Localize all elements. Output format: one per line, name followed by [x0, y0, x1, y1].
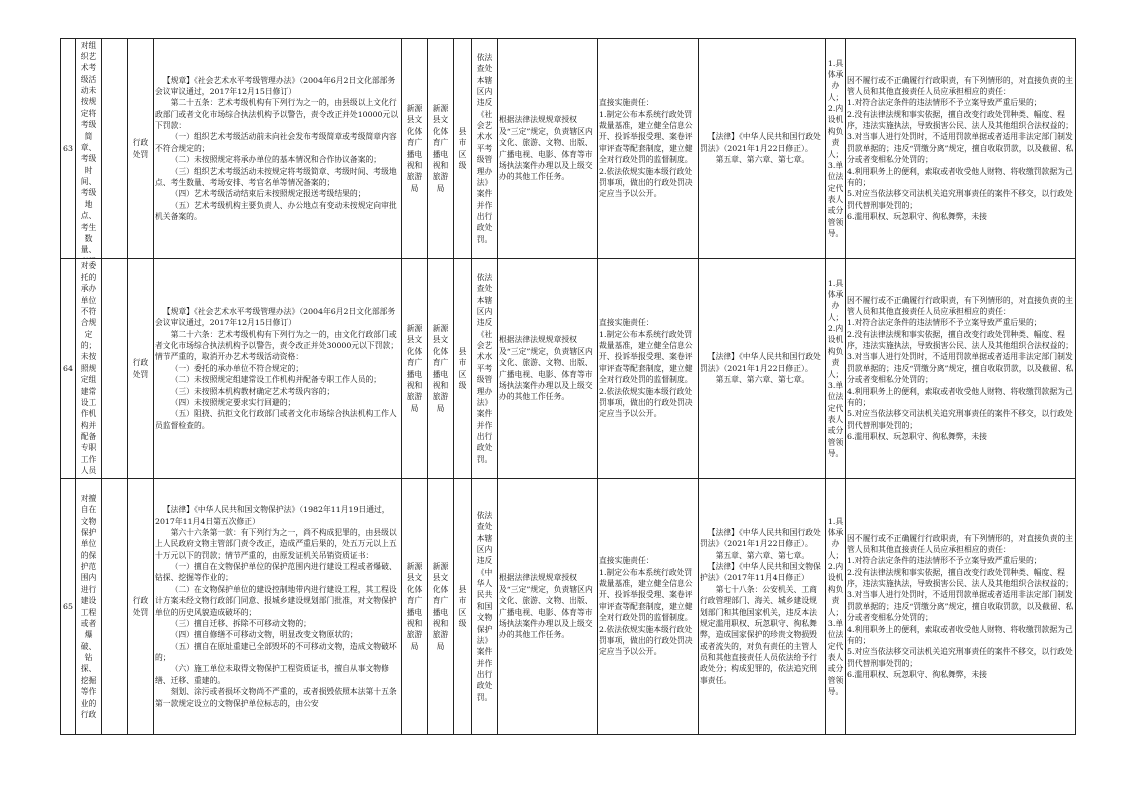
- item-name: 对擅自在文物保护单位的保护范围内进行建设工程或者爆破、钻探、挖掘等作业的行政: [76, 479, 102, 735]
- duty-division: 根据法律法规规章授权及“三定”规定，负责辖区内文化、旅游、文物、出版、广播电视、电影、体育等市场执法案件办理以及上级交办的其他工作任务。: [498, 479, 598, 735]
- implementing-level: 县市区级: [454, 259, 472, 479]
- power-content: 依法查处本辖区内违反《中华人民共和国文物保护法》案件并作出行政处罚。: [472, 479, 498, 735]
- implementing-level: 县市区级: [454, 39, 472, 259]
- item-name: 对组织艺术考级活动未按规定将考级简章、考级时间、考级地点、考生数量、: [76, 39, 102, 259]
- sub-item-cell: [102, 39, 128, 259]
- accountability-basis: 【法律】《中华人民共和国行政处罚法》（2021年1月22日修正）。 第五章、第六章、第七章。: [699, 39, 826, 259]
- power-content: 依法查处本辖区内违反《社会艺术水平考级管理办法》案件并作出行政处罚。: [472, 259, 498, 479]
- table-row: [61, 259, 1076, 479]
- duty-division: 根据法律法规规章授权及“三定”规定，负责辖区内文化、旅游、文物、出版、广播电视、电影、体育等市场执法案件办理以及上级交办的其他工作任务。: [498, 39, 598, 259]
- power-type: 行政处罚: [128, 479, 154, 735]
- power-list-table: [60, 38, 1076, 735]
- legal-basis: 【规章】《社会艺术水平考级管理办法》（2004年6月2日文化部部务会议审议通过，2017年12月15日修订） 第二十五条：艺术考级机构有下列行为之一的，由县级以上文化行政部门或者文化市场综合执法机构予以警告，责令改正并处10000元以下罚款： （一）组织艺术考级活动前未向社会发布考级简章或考级简章内容不符合规定的； （二）未按照规定将承办单位的基本情况和合作协议备案的； （三）组织艺术考级活动未按规定将考级简章、考级时间、考级地点、考生数量、考场安排、考官名单等情况备案的； （四）艺术考级活动结束后未按照规定报送考级结果的； （五）艺术考级机构主要负责人、办公地点有变动未按规定向审批机关备案的。: [154, 39, 402, 259]
- responsibility-items: 直接实施责任： 1.制定公布本系统行政处罚裁量基准，建立健全信息公开、投诉举报受理、案卷评审评查等配套制度，建立健全对行政处罚的监督制度。 2.依法依规实施本级行政处罚事项，做出的行政处罚决定应当予以公开。: [598, 39, 699, 259]
- item-number: 63: [61, 39, 76, 259]
- responsibility-items: 直接实施责任： 1.制定公布本系统行政处罚裁量基准，建立健全信息公开、投诉举报受理、案卷评审评查等配套制度，建立健全对行政处罚的监督制度。 2.依法依规实施本级行政处罚事项，做出的行政处罚决定应当予以公开。: [598, 259, 699, 479]
- sub-item-cell: [102, 479, 128, 735]
- item-number: 64: [61, 259, 76, 479]
- accountability-situations: 因不履行或不正确履行行政职责，有下列情形的，对直接负责的主管人员和其他直接责任人员应承担相应的责任： 1.对符合法定条件的违法情形不予立案导致严重后果的； 2.没有法律法规和事实依据，擅自改变行政处罚种类、幅度、程序，违法实施执法，导致损害公民、法人及其他组织合法权益的； 3.对当事人进行处罚时，不适用罚款单据或者适用非法定部门制发罚款单据的；违反“罚缴分离”规定，擅自收取罚款，以及截留、私分或者变相私分处罚的； 4.利用职务上的便利，索取或者收受他人财物、将收缴罚款据为己有的； 5.对应当依法移交司法机关追究刑事责任的案件不移交，以行政处罚代替刑事处罚的； 6.滥用职权、玩忽职守、徇私舞弊，未接: [846, 259, 1076, 479]
- item-name: 对委托的承办单位不符合规定的；未按照规定组建常设工作机构并配备专职工作人员: [76, 259, 102, 479]
- implementing-department: 新源县文化体育广播电视和旅游局: [402, 39, 428, 259]
- power-type: 行政处罚: [128, 39, 154, 259]
- responsible-subject: 1.具体承办人；2.内设机构负责人；3.单位法定代表人或分管领导。: [826, 259, 846, 479]
- duty-division: 根据法律法规规章授权及“三定”规定，负责辖区内文化、旅游、文物、出版、广播电视、电影、体育等市场执法案件办理以及上级交办的其他工作任务。: [498, 259, 598, 479]
- implementing-department: 新源县文化体育广播电视和旅游局: [402, 259, 428, 479]
- responsible-department: 新源县文化体育广播电视和旅游局: [428, 39, 454, 259]
- accountability-basis: 【法律】《中华人民共和国行政处罚法》（2021年1月22日修正）。 第五章、第六章、第七章。 【法律】《中华人民共和国文物保护法》（2017年11月4日修正） 第七十八条：公安机关、工商行政管理部门、海关、城乡建设规划部门和其他国家机关，违反本法规定滥用职权、玩忽职守、徇私舞弊，造成国家保护的珍贵文物损毁或者流失的，对负有责任的主管人员和其他直接责任人员依法给予行政处分；构成犯罪的，依法追究刑事责任。: [699, 479, 826, 735]
- implementing-level: 县市区级: [454, 479, 472, 735]
- item-number: 65: [61, 479, 76, 735]
- table-row: [61, 39, 1076, 259]
- implementing-department: 新源县文化体育广播电视和旅游局: [402, 479, 428, 735]
- legal-basis: 【规章】《社会艺术水平考级管理办法》（2004年6月2日文化部部务会议审议通过，2017年12月15日修订） 第二十六条：艺术考级机构有下列行为之一的，由文化行政部门或者文化市场综合执法机构予以警告，责令改正并处30000元以下罚款；情节严重的，取消开办艺术考级活动资格： （一）委托的承办单位不符合规定的； （二）未按照规定组建常设工作机构并配备专职工作人员的； （三）未按照本机构教材确定艺术考级内容的； （四）未按照规定要求实行回避的； （五）阻挠、抗拒文化行政部门或者文化市场综合执法机构工作人员监督检查的。: [154, 259, 402, 479]
- table-row: [61, 479, 1076, 735]
- responsible-subject: 1.具体承办人；2.内设机构负责人；3.单位法定代表人或分管领导。: [826, 479, 846, 735]
- power-type: 行政处罚: [128, 259, 154, 479]
- accountability-basis: 【法律】《中华人民共和国行政处罚法》（2021年1月22日修正）。 第五章、第六章、第七章。: [699, 259, 826, 479]
- responsible-department: 新源县文化体育广播电视和旅游局: [428, 479, 454, 735]
- power-content: 依法查处本辖区内违反《社会艺术水平考级管理办法》案件并作出行政处罚。: [472, 39, 498, 259]
- accountability-situations: 因不履行或不正确履行行政职责，有下列情形的，对直接负责的主管人员和其他直接责任人员应承担相应的责任： 1.对符合法定条件的违法情形不予立案导致严重后果的； 2.没有法律法规和事实依据，擅自改变行政处罚种类、幅度、程序，违法实施执法，导致损害公民、法人及其他组织合法权益的； 3.对当事人进行处罚时，不适用罚款单据或者适用非法定部门制发罚款单据的；违反“罚缴分离”规定，擅自收取罚款，以及截留、私分或者变相私分处罚的； 4.利用职务上的便利，索取或者收受他人财物、将收缴罚款据为己有的； 5.对应当依法移交司法机关追究刑事责任的案件不移交，以行政处罚代替刑事处罚的； 6.滥用职权、玩忽职守、徇私舞弊，未接: [846, 39, 1076, 259]
- sub-item-cell: [102, 259, 128, 479]
- responsibility-items: 直接实施责任： 1.制定公布本系统行政处罚裁量基准，建立健全信息公开、投诉举报受理、案卷评审评查等配套制度，建立健全对行政处罚的监督制度。 2.依法依规实施本级行政处罚事项，做出的行政处罚决定应当予以公开。: [598, 479, 699, 735]
- responsible-department: 新源县文化体育广播电视和旅游局: [428, 259, 454, 479]
- legal-basis: 【法律】《中华人民共和国文物保护法》（1982年11月19日通过，2017年11月4日第五次修正） 第六十六条第一款：有下列行为之一，尚不构成犯罪的，由县级以上人民政府文物主管部门责令改正，造成严重后果的，处五万元以上五十万元以下的罚款；情节严重的，由原发证机关吊销资质证书： （一）擅自在文物保护单位的保护范围内进行建设工程或者爆破、钻探、挖掘等作业的； （二）在文物保护单位的建设控制地带内进行建设工程，其工程设计方案未经文物行政部门同意、报城乡建设规划部门批准，对文物保护单位的历史风貌造成破坏的； （三）擅自迁移、拆除不可移动文物的； （四）擅自修缮不可移动文物，明显改变文物原状的； （五）擅自在原址重建已全部毁坏的不可移动文物，造成文物破坏的； （六）施工单位未取得文物保护工程资质证书，擅自从事文物修缮、迁移、重建的。 刻划、涂污或者损坏文物尚不严重的，或者损毁依照本法第十五条第一款规定设立的文物保护单位标志的，由公安: [154, 479, 402, 735]
- accountability-situations: 因不履行或不正确履行行政职责，有下列情形的，对直接负责的主管人员和其他直接责任人员应承担相应的责任： 1.对符合法定条件的违法情形不予立案导致严重后果的； 2.没有法律法规和事实依据，擅自改变行政处罚种类、幅度、程序，违法实施执法，导致损害公民、法人及其他组织合法权益的； 3.对当事人进行处罚时，不适用罚款单据或者适用非法定部门制发罚款单据的；违反“罚缴分离”规定，擅自收取罚款，以及截留、私分或者变相私分处罚的； 4.利用职务上的便利，索取或者收受他人财物、将收缴罚款据为己有的； 5.对应当依法移交司法机关追究刑事责任的案件不移交，以行政处罚代替刑事处罚的； 6.滥用职权、玩忽职守、徇私舞弊，未接: [846, 479, 1076, 735]
- responsible-subject: 1.具体承办人；2.内设机构负责人；3.单位法定代表人或分管领导。: [826, 39, 846, 259]
